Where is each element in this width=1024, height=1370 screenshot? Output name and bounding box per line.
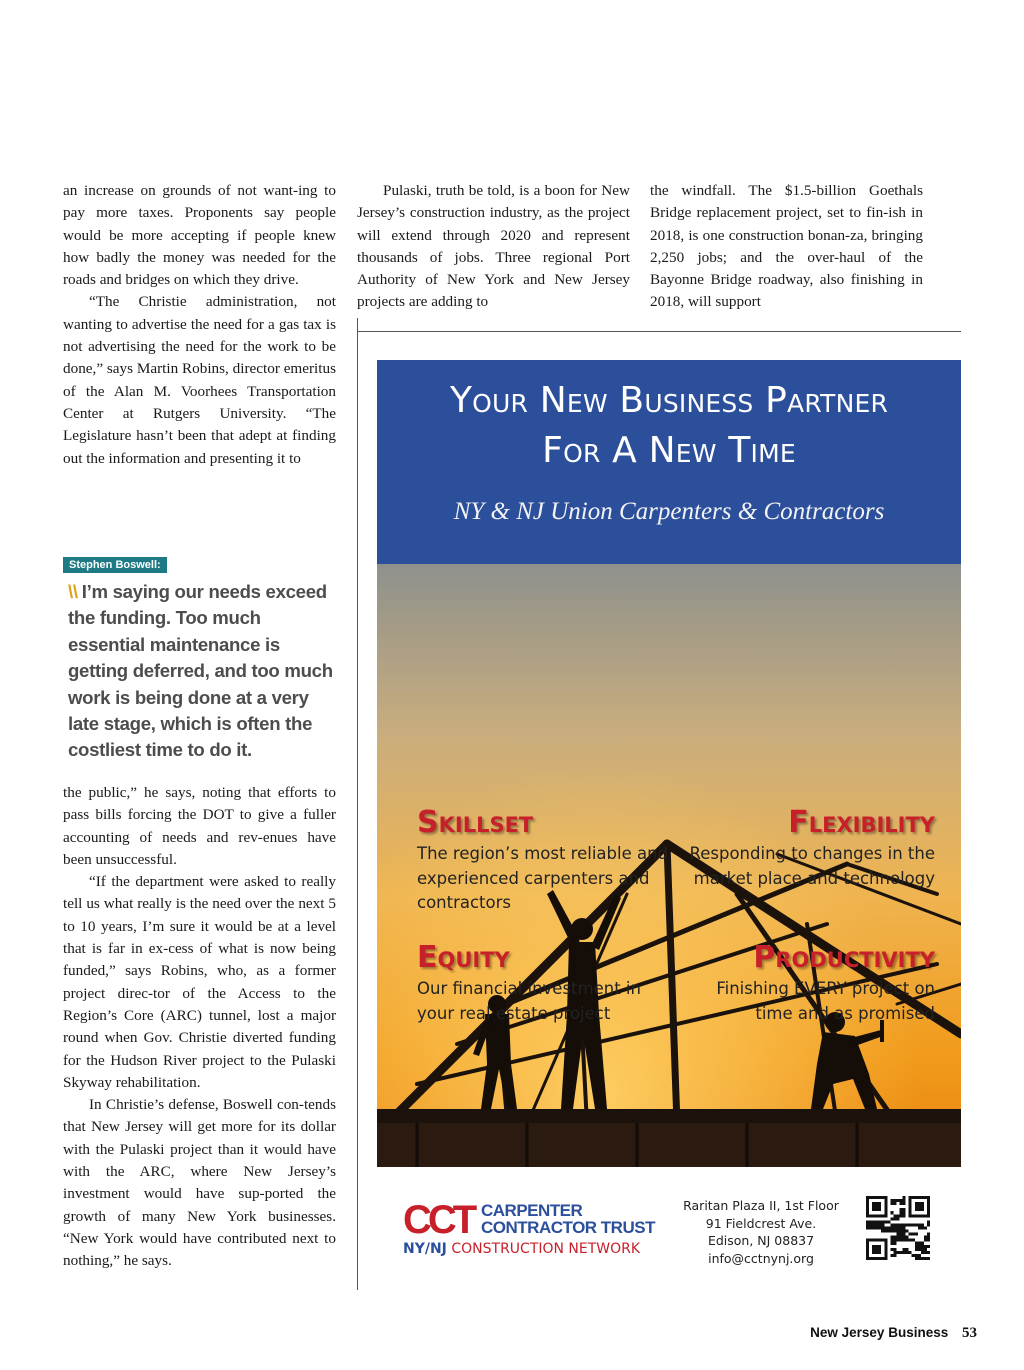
article-column-3 [650, 180, 923, 314]
feature-title: Skillset [417, 805, 534, 840]
article-column-1-bottom [63, 782, 336, 1273]
article-paragraph: In Christie’s defense, Boswell con-tends that New Jersey will get more for its dollar with the Pulaski project than it would have with the ARC, where New Jersey’s investment would have sup-ported the growth of many New York businesses. “New York would have contributed next to nothing,” he says. [63, 1096, 336, 1270]
contact-address-line: Raritan Plaza II, 1st Floor [683, 1198, 839, 1213]
ad-contact-block [680, 1197, 842, 1267]
ad-headline-band [377, 360, 961, 564]
logo-name-line-2: CONTRACTOR TRUST [481, 1218, 655, 1237]
article-paragraph: an increase on grounds of not want-ing to pay more taxes. Proponents say people would be more accepting if people knew how badly the money was needed for the roads and bridges on which they drive. [63, 182, 336, 289]
feature-productivity [675, 939, 935, 1026]
feature-flexibility [655, 804, 935, 891]
qr-code-icon [864, 1196, 932, 1260]
logo-name-line-1: CARPENTER [481, 1201, 583, 1220]
ad-sunset-photo [377, 564, 961, 1167]
cct-logo-mark: CCT [403, 1198, 474, 1242]
pull-quote-text: I’m saying our needs exceed the funding. Too much essential maintenance is getting deferred, and too much work is being done at a very late stage, which is often the costliest time to do it. [68, 581, 333, 761]
feature-body: The region’s most reliable and experienced carpenters and contractors [417, 844, 669, 912]
article-paragraph: “The Christie administration, not wanting to advertise the need for a gas tax is not advertising the need for the work to be done,” says Martin Robins, director emeritus of the Alan M. Voorhees Transportation Center at Rutgers University. “The Legislature hasn’t been that adept at finding out the information and presenting it to [63, 293, 336, 467]
cct-logo [403, 1200, 665, 1260]
article-paragraph: Pulaski, truth be told, is a boon for New Jersey’s construction industry, as the project will extend through 2020 and represent thousands of jobs. Three regional Port Authority of New York and New Jersey projects are adding to [357, 182, 630, 311]
article-paragraph: the public,” he says, noting that efforts to pass bills forcing the DOT to give a fuller accounting of needs and rev-enues have been unsuccessful. [63, 784, 336, 868]
pull-quote-speaker: Stephen Boswell: [63, 557, 167, 573]
advertisement [377, 360, 961, 1167]
article-paragraph: “If the department were asked to really tell us what really is the need over the next 5 to 10 years, I’m sure it would be at a level that is far in ex-cess of what is now being funded,” says Robins, who, as a former project direc-tor of the Access to the Region’s Core (ARC) tunnel, lost a major round when Gov. Christie diverted funding for the Hudson River project to the Pulaski Skyway rehabilitation. [63, 873, 336, 1091]
contact-email: info@cctnynj.org [708, 1250, 814, 1266]
feature-title: Flexibility [788, 805, 935, 840]
feature-body: Our financial investment in your real estate project [417, 979, 641, 1023]
article-paragraph: the windfall. The $1.5-billion Goethals Bridge replacement project, set to fin-ish in 2018, is one construction bonan-za, bringing 2,250 jobs; and the over-haul of the Bayonne Bridge roadway, also finishing in 2018, will support [650, 182, 923, 311]
pull-quote [63, 555, 338, 764]
column-divider [357, 318, 358, 1290]
page-number: 53 [962, 1325, 977, 1341]
feature-body: Finishing EVERY project on time and as promised [716, 979, 935, 1023]
contact-city-line: Edison, NJ 08837 [707, 1233, 815, 1249]
ad-headline-line-2: For A New Time [542, 430, 796, 471]
logo-network-line [403, 1241, 640, 1257]
page-footer [810, 1325, 977, 1342]
pull-quote-body [63, 579, 338, 764]
feature-body: Responding to changes in the market place and technology [689, 844, 935, 888]
quote-mark-icon: \\ [68, 581, 78, 602]
ad-headline [377, 376, 961, 476]
feature-equity [417, 939, 677, 1026]
article-column-2 [357, 180, 630, 314]
article-column-1-top [63, 180, 336, 470]
contact-street-line: 91 Fieldcrest Ave. [705, 1215, 817, 1231]
feature-title: Equity [417, 940, 510, 975]
feature-title: Productivity [753, 940, 935, 975]
ad-subline: NY & NJ Union Carpenters & Contractors [453, 498, 885, 525]
logo-network-region: NY/NJ [403, 1241, 447, 1257]
ad-headline-line-1: Your New Business Partner [449, 380, 889, 421]
publication-name: New Jersey Business [810, 1325, 949, 1340]
logo-network-name: CONSTRUCTION NETWORK [446, 1241, 641, 1257]
ad-divider [357, 331, 961, 332]
feature-skillset [417, 804, 677, 916]
